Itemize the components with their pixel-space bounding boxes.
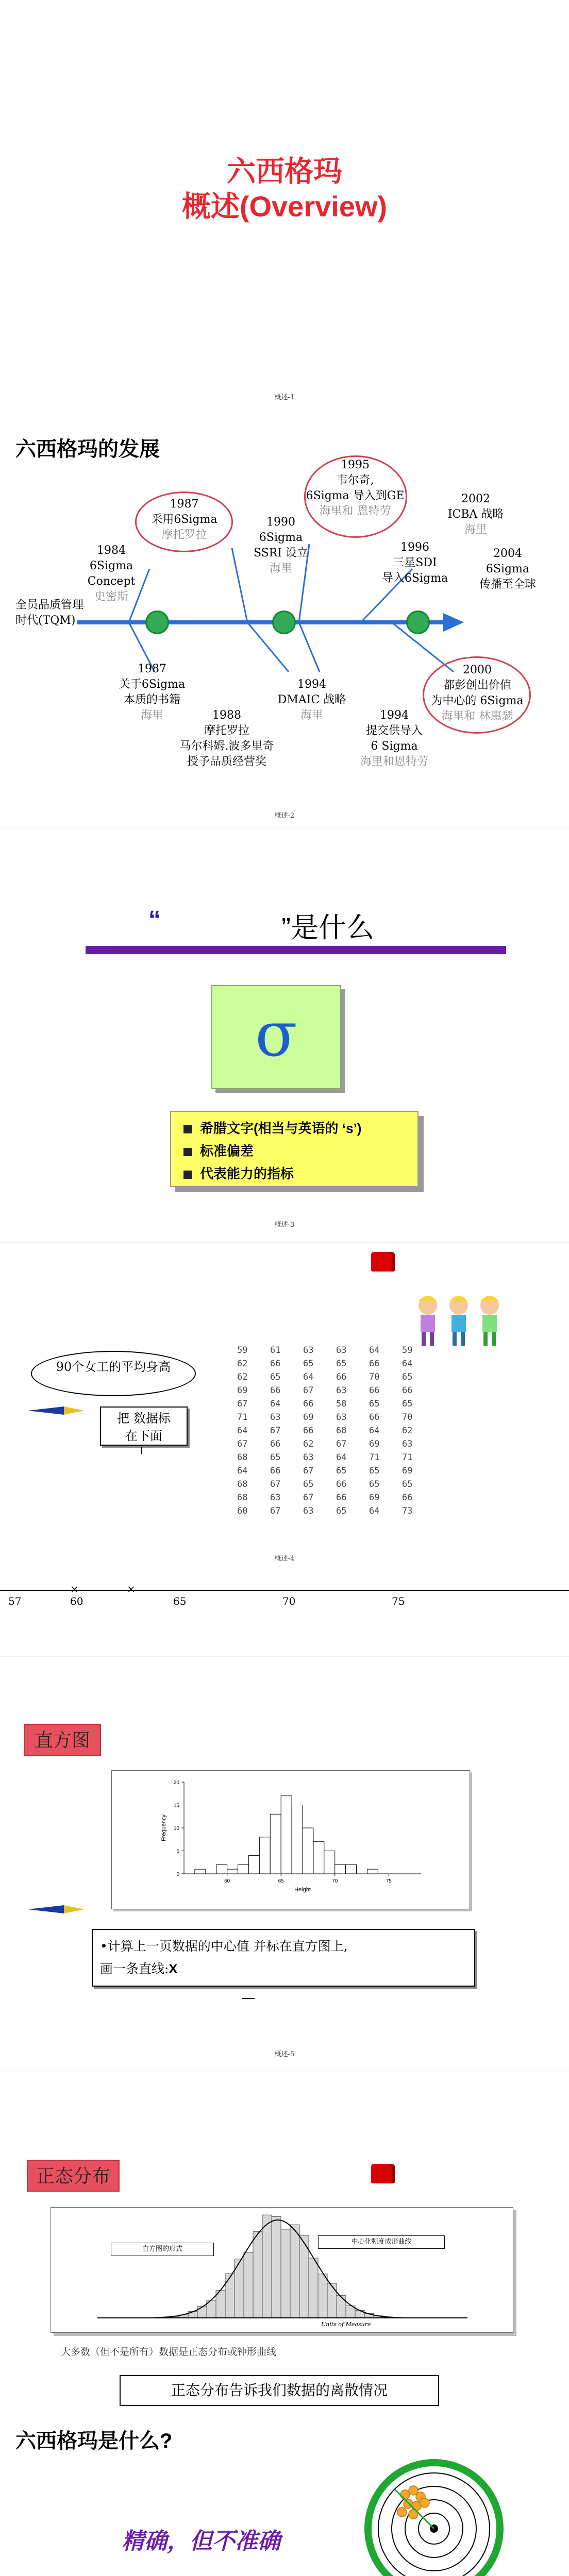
event-text: ICBA 战略 (447, 508, 504, 521)
data-cell: 71 (369, 1452, 380, 1463)
data-cell: 63 (270, 1493, 281, 1503)
event-source: 海里和恩特劳 (360, 755, 428, 768)
data-cell: 65 (369, 1399, 380, 1409)
event-source: 海里和 恩特劳 (319, 505, 391, 518)
event-text: 摩托罗拉 (204, 724, 249, 737)
event-year: 2000 (463, 664, 492, 676)
data-cell: 58 (336, 1399, 347, 1409)
slide-histogram (0, 1657, 569, 2071)
event-1987-adopt (139, 497, 229, 543)
data-cell: 66 (270, 1359, 281, 1369)
event-text-2: 为中心的 6Sigma (431, 694, 524, 707)
event-text: 6Sigma (259, 531, 303, 544)
number-line-ticks (0, 1595, 569, 1611)
event-year: 2004 (493, 547, 522, 560)
data-cell: 67 (237, 1439, 248, 1449)
data-cell: 66 (402, 1493, 413, 1503)
normal-histogram-bars (170, 2215, 392, 2318)
data-cell: 65 (402, 1372, 413, 1382)
normal-bar (281, 2230, 290, 2318)
event-source: 海里 (300, 709, 323, 722)
bullet-text: 希腊文字(相当与英语的 ‘s’) (200, 1121, 362, 1136)
data-cell: 65 (369, 1479, 380, 1489)
timeline-node-2 (272, 611, 296, 634)
normal-curve-chart (51, 2208, 514, 2333)
timeline-arrowhead (443, 613, 464, 632)
definition-bullet-3 (183, 1162, 405, 1185)
event-source: 海里 (464, 523, 487, 536)
normal-bar (337, 2295, 346, 2318)
data-cell: 60 (237, 1506, 248, 1516)
slide-number: 概述-4 (274, 1555, 295, 1563)
event-year: 1987 (170, 498, 199, 511)
slide-what-is-sigma (0, 828, 569, 1243)
bullet-square-icon (183, 1171, 192, 1179)
book-icon (371, 1252, 395, 1272)
data-cell: 71 (402, 1452, 413, 1463)
data-cell: 65 (369, 1466, 380, 1476)
normal-bar (318, 2274, 327, 2318)
y-tick-label: 5 (176, 1849, 179, 1855)
histogram-bar (195, 1869, 206, 1874)
slide-height-data (0, 1243, 569, 1657)
number-line-tick-label: 57 (8, 1595, 22, 1607)
slide-title (0, 0, 569, 414)
precise-text: 精确，但不准确 (122, 2529, 280, 2554)
event-source: 海里 (269, 562, 292, 575)
normal-bar (290, 2225, 299, 2318)
y-tick-label: 15 (173, 1803, 179, 1809)
data-cell: 61 (270, 1345, 281, 1355)
event-source: 海里和 林惠瑟 (441, 710, 513, 723)
histogram-bar (335, 1865, 346, 1874)
data-column-4 (336, 1344, 346, 1518)
data-cell: 66 (270, 1439, 281, 1449)
event-text-2: 本质的书籍 (123, 693, 180, 706)
data-cell: 66 (402, 1385, 413, 1396)
event-source: 海里 (140, 709, 163, 722)
data-column-5 (369, 1344, 379, 1518)
slide7-heading: 六西格玛是什么? (15, 2430, 173, 2452)
data-cell: 63 (303, 1452, 314, 1463)
note-box (100, 1406, 188, 1446)
normal-bar (309, 2258, 318, 2318)
data-cell: 62 (237, 1372, 248, 1382)
data-cell: 68 (237, 1452, 248, 1463)
task-line-2-text: 画一条直线: (100, 1961, 169, 1976)
y-axis-label: Frequency (161, 1815, 167, 1841)
event-text-3: 授予品质经营奖 (187, 755, 266, 768)
data-cell: 63 (336, 1412, 347, 1422)
data-cell: 69 (237, 1385, 248, 1396)
data-cell: 66 (270, 1385, 281, 1396)
data-cell: 66 (303, 1399, 314, 1409)
event-year: 1995 (341, 459, 370, 471)
data-cell: 63 (270, 1412, 281, 1422)
data-cell: 64 (369, 1345, 380, 1355)
event-year: 1994 (380, 709, 409, 722)
histogram-chart (112, 1771, 471, 1910)
event-year: 1984 (97, 544, 126, 557)
data-cell: 67 (270, 1506, 281, 1516)
number-line-tick-label: 60 (70, 1595, 83, 1607)
data-column-1 (237, 1344, 247, 1518)
event-2004 (469, 546, 546, 592)
data-cell: 67 (237, 1399, 248, 1409)
event-year: 1996 (400, 541, 429, 554)
number-line-tick-label: 70 (282, 1595, 296, 1607)
bullet-square-icon (183, 1125, 192, 1133)
histogram-bar (270, 1814, 281, 1874)
normal-frame (51, 2207, 513, 2333)
pointer-arrow-icon (28, 1403, 85, 1418)
callout-left: 直方图的形式 (111, 2243, 214, 2256)
target-diagram (364, 2459, 504, 2576)
shot-cluster (397, 2486, 429, 2519)
histogram-bar (324, 1851, 335, 1874)
data-cell: 63 (336, 1385, 347, 1396)
note-line-1: 把 数据标 (117, 1411, 171, 1426)
data-cell: 65 (270, 1452, 281, 1463)
data-cell: 70 (402, 1412, 413, 1422)
event-1990 (242, 515, 320, 577)
data-cell: 68 (336, 1426, 347, 1436)
data-cell: 64 (237, 1426, 248, 1436)
history-heading: 六西格玛的发展 (15, 438, 160, 461)
event-year: 1987 (138, 663, 166, 675)
y-tick-label: 20 (173, 1780, 179, 1786)
x-mark: × (127, 1583, 136, 1595)
data-cell: 69 (402, 1466, 413, 1476)
event-text: 提交供导入 (365, 724, 423, 737)
data-cell: 63 (336, 1345, 347, 1355)
data-cell: 59 (237, 1345, 248, 1355)
note-stem (141, 1447, 142, 1454)
data-cell: 69 (369, 1439, 380, 1449)
x-tick-label: 70 (332, 1878, 338, 1884)
event-text: 采用6Sigma (151, 513, 217, 526)
data-cell: 62 (237, 1359, 248, 1369)
data-cell: 65 (336, 1466, 347, 1476)
x-tick-label: 60 (224, 1878, 230, 1884)
data-cell: 65 (303, 1479, 314, 1489)
data-cell: 66 (369, 1359, 380, 1369)
title-line-1: 六西格玛 (227, 155, 342, 188)
title-quote-open: “ (148, 906, 161, 934)
figures-icon (407, 1294, 505, 1351)
normal-bar (244, 2252, 253, 2318)
data-cell: 68 (237, 1493, 248, 1503)
data-cell: 71 (237, 1412, 248, 1422)
slide-number: 概述-1 (274, 394, 295, 401)
event-2000 (426, 663, 529, 724)
data-cell: 63 (402, 1439, 413, 1449)
data-cell: 62 (402, 1426, 413, 1436)
number-line-tick-label: 65 (173, 1595, 187, 1607)
histogram-bar (303, 1828, 313, 1874)
sigma-card (211, 985, 341, 1089)
title-rest: ”是什么 (281, 912, 374, 943)
data-cell: 59 (402, 1345, 413, 1355)
histogram-bar (259, 1837, 270, 1874)
x-axis-label: Height (294, 1887, 311, 1893)
event-text-2: 马尔科姆.波多里奇 (179, 740, 274, 753)
event-year: 1990 (266, 516, 295, 529)
timeline-node-1 (145, 611, 169, 634)
data-cell: 66 (270, 1466, 281, 1476)
data-cell: 65 (336, 1359, 347, 1369)
data-cell: 69 (369, 1493, 380, 1503)
y-tick-label: 0 (176, 1872, 179, 1877)
callout-right: 中心化频度成形曲线 (318, 2235, 445, 2249)
number-line (0, 1590, 569, 1591)
data-cell: 64 (369, 1506, 380, 1516)
data-cell: 67 (303, 1493, 314, 1503)
bullet-text: 标准偏差 (200, 1143, 254, 1159)
data-cell: 67 (303, 1385, 314, 1396)
data-cell: 65 (402, 1399, 413, 1409)
histogram-bar (227, 1869, 238, 1874)
slide-precise-not-accurate (0, 2425, 569, 2576)
event-1996 (376, 540, 454, 586)
sigma-symbol: σ (255, 999, 297, 1071)
event-text: DMAIC 战略 (277, 693, 346, 706)
bullet-text: 代表能力的指标 (200, 1166, 294, 1181)
note-line-2: 在下面 (125, 1429, 162, 1443)
event-year: 1994 (297, 678, 326, 691)
data-cell: 64 (303, 1372, 314, 1382)
event-text-2: 传播至全球 (479, 578, 536, 591)
event-1995 (301, 457, 409, 519)
data-cell: 66 (336, 1372, 347, 1382)
height-data-table (237, 1344, 428, 1519)
event-text: 关于6Sigma (119, 678, 186, 691)
task-line-2 (100, 1958, 467, 1980)
histogram-bar (346, 1865, 357, 1874)
data-cell: 63 (303, 1506, 314, 1516)
normal-caption: 大多数（但不是所有）数据是正态分布或钟形曲线 (61, 2346, 277, 2358)
event-year: 1988 (212, 709, 241, 722)
start-label-line-2: 时代(TQM) (15, 614, 76, 627)
event-1984 (70, 543, 153, 605)
event-2002 (437, 492, 514, 538)
histogram-bar (281, 1796, 292, 1874)
task-mark: X (169, 1962, 178, 1976)
normal-bar (327, 2283, 337, 2318)
bullet-square-icon (183, 1148, 192, 1156)
event-text: 6Sigma Concept (87, 560, 136, 588)
normal-bar (253, 2232, 262, 2318)
task-line-1: •计算上一页数据的中心值 并标在直方图上, (100, 1939, 348, 1954)
event-text: 6Sigma (486, 563, 530, 575)
normal-bar (225, 2274, 235, 2318)
data-cell: 66 (336, 1479, 347, 1489)
event-text-2: SSRI 设立 (253, 547, 308, 560)
x-mark: × (70, 1583, 79, 1595)
histogram-label: 直方图 (24, 1724, 101, 1756)
event-text-2: 导入6Sigma (381, 572, 448, 585)
event-year: 2002 (461, 493, 490, 505)
data-cell: 66 (303, 1426, 314, 1436)
event-text: 都彭创出价值 (443, 679, 511, 692)
x-tick-label: 65 (278, 1878, 284, 1884)
normal-boxed-text: 正态分布告诉我们数据的离散情况 (120, 2375, 439, 2406)
slide-number: 概述-3 (274, 1221, 295, 1229)
histogram-bar (313, 1842, 324, 1874)
histogram-frame (111, 1770, 470, 1909)
event-source: 摩托罗拉 (161, 529, 207, 541)
event-source: 史密斯 (94, 590, 128, 603)
dash-mark (242, 1998, 255, 1999)
event-text-2: 6Sigma 导入到GE (306, 489, 405, 502)
data-cell: 64 (237, 1466, 248, 1476)
slide-history (0, 414, 569, 828)
data-cell: 66 (369, 1412, 380, 1422)
y-tick-label: 10 (173, 1826, 179, 1832)
data-cell: 69 (303, 1412, 314, 1422)
normal-bar (272, 2216, 281, 2318)
data-cell: 67 (303, 1466, 314, 1476)
data-cell: 65 (303, 1359, 314, 1369)
sigma-definition-box (170, 1111, 419, 1187)
data-cell: 73 (402, 1506, 413, 1516)
data-cell: 67 (336, 1439, 347, 1449)
data-column-2 (270, 1344, 280, 1518)
data-cell: 66 (369, 1385, 380, 1396)
histogram-bar (292, 1805, 303, 1874)
histogram-bar (238, 1865, 249, 1874)
data-cell: 67 (270, 1426, 281, 1436)
slide-number: 概述-2 (274, 812, 295, 820)
data-cell: 68 (237, 1479, 248, 1489)
histogram-bar (216, 1865, 227, 1874)
event-text: 韦尔奇, (336, 474, 374, 487)
pointer-arrow-icon (28, 1902, 85, 1917)
slide-normal-distribution (0, 2071, 569, 2485)
units-label: Units of Measure (321, 2321, 371, 2328)
data-cell: 64 (369, 1426, 380, 1436)
event-text-2: 6 Sigma (371, 740, 418, 753)
data-cell: 65 (270, 1372, 281, 1382)
data-cell: 66 (336, 1493, 347, 1503)
normal-bar (197, 2306, 207, 2318)
book-icon (371, 2164, 395, 2183)
timeline-node-3 (406, 611, 430, 634)
event-1994-dmaic (268, 677, 356, 723)
data-cell: 62 (303, 1439, 314, 1449)
normal-bar (262, 2215, 272, 2318)
definition-bullet-1 (183, 1117, 405, 1140)
data-cell: 67 (270, 1479, 281, 1489)
data-column-3 (303, 1344, 313, 1518)
event-1988 (170, 708, 283, 770)
data-cell: 70 (369, 1372, 380, 1382)
event-1994-submit (350, 708, 438, 770)
event-text: 三星SDI (393, 556, 437, 569)
data-cell: 64 (402, 1359, 413, 1369)
start-label-line-1: 全员品质管理 (15, 599, 84, 612)
task-box (92, 1929, 475, 1987)
definition-bullet-2 (183, 1140, 405, 1162)
histogram-bar (248, 1855, 259, 1874)
data-column-6 (402, 1344, 412, 1518)
slide-number: 概述-5 (274, 2050, 295, 2058)
data-cell: 65 (402, 1479, 413, 1489)
title-line-2: 概述(Overview) (181, 190, 388, 223)
title-underline (86, 946, 506, 954)
histogram-bar (367, 1869, 378, 1874)
normal-label: 正态分布 (27, 2160, 120, 2192)
question-bubble: 90个女工的平均身高 (31, 1351, 196, 1396)
number-line-tick-label: 75 (392, 1595, 405, 1607)
data-cell: 63 (303, 1345, 314, 1355)
data-cell: 64 (336, 1452, 347, 1463)
data-cell: 64 (270, 1399, 281, 1409)
data-cell: 65 (336, 1506, 347, 1516)
x-tick-label: 75 (386, 1878, 392, 1884)
